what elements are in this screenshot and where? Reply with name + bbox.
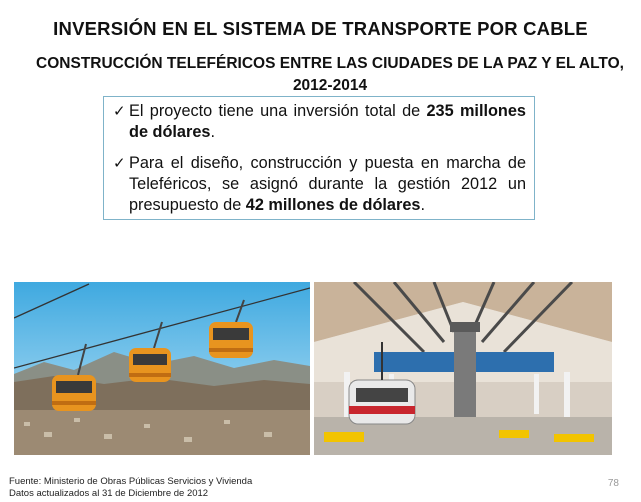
source-footnote [9,476,252,500]
source-line: Fuente: Ministerio de Obras Públicas Servicios y Vivienda [9,476,253,487]
bullet-item [113,153,526,216]
station-photo [314,282,612,455]
bullet-item [113,101,526,143]
subtitle-line-1: CONSTRUCCIÓN TELEFÉRICOS ENTRE LAS CIUDADES DE LA PAZ Y EL ALTO, [36,55,624,72]
checkmark-icon: ✓ [113,155,126,172]
info-box [103,96,535,220]
slide-title: INVERSIÓN EN EL SISTEMA DE TRANSPORTE POR CABLE [53,18,588,39]
bullet-text: Para el diseño, construcción y puesta en marcha de Teleféricos, se asignó durante la gestión 2012 un presupuesto de 42 millones de dólares. [129,154,526,214]
date-line: Datos actualizados al 31 de Diciembre de 2012 [9,488,209,499]
subtitle-line-2: 2012-2014 [292,77,368,94]
checkmark-icon: ✓ [113,103,126,120]
slide-subtitle [20,53,640,97]
bullet-text: El proyecto tiene una inversión total de 235 millones de dólares. [129,102,526,141]
page-number: 78 [607,478,619,489]
cable-car-photo [14,282,310,455]
